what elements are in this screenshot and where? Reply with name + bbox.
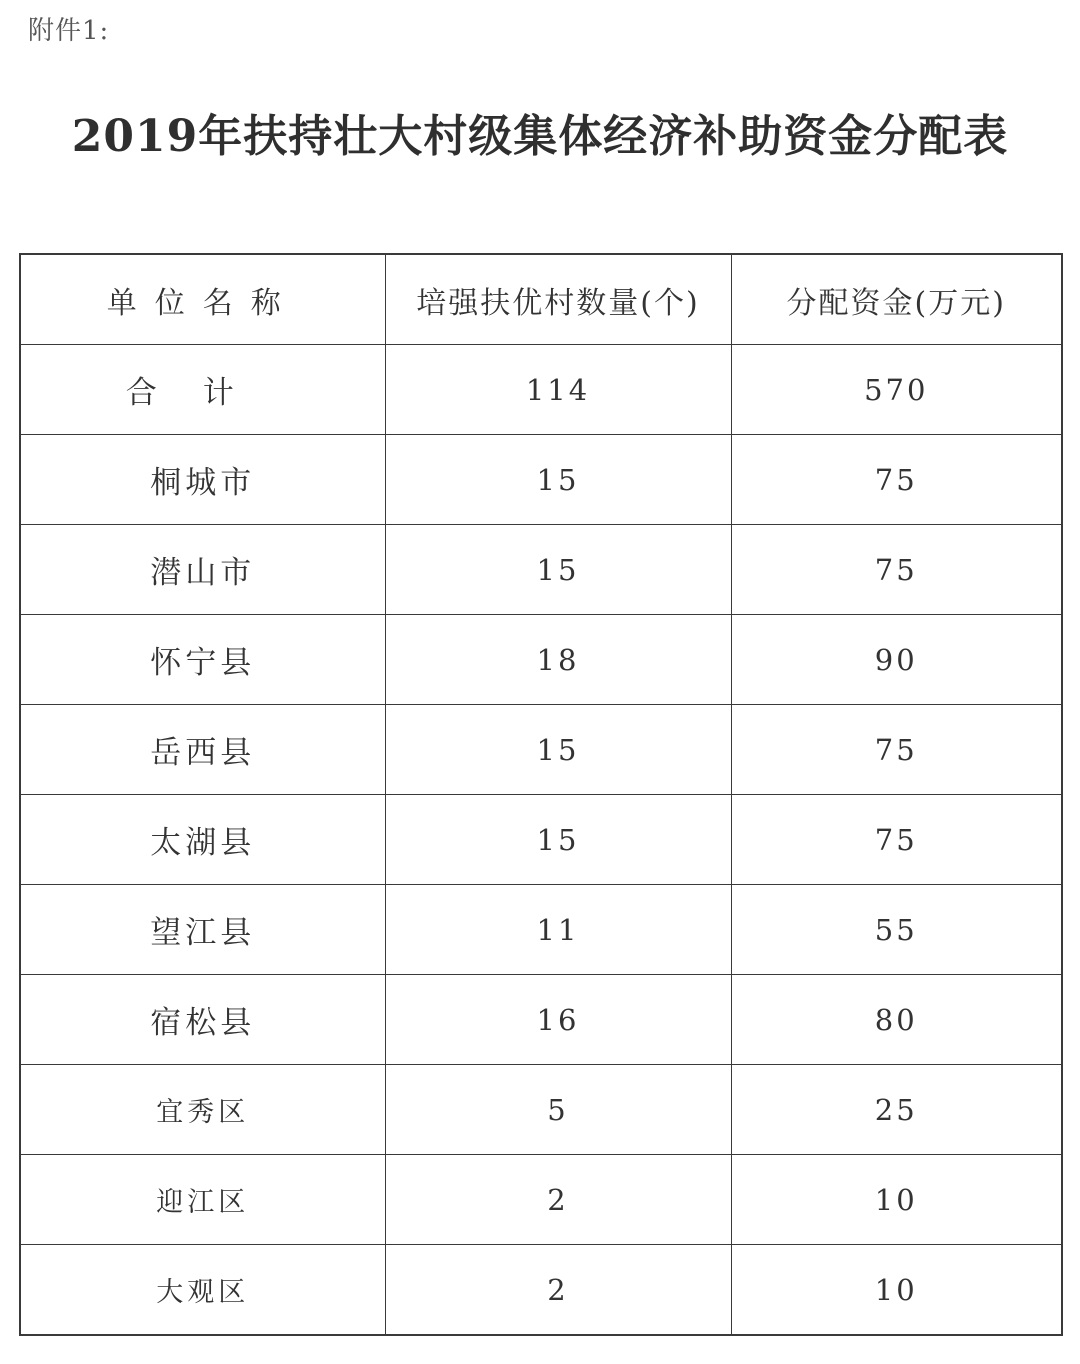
header-unit-name: 单位名称 — [20, 254, 385, 345]
row-funds: 75 — [731, 435, 1062, 525]
row-funds: 10 — [731, 1155, 1062, 1245]
row-funds: 75 — [731, 525, 1062, 615]
row-name: 怀宁县 — [20, 615, 385, 705]
table-row — [20, 1155, 1062, 1245]
table-row — [20, 705, 1062, 795]
table-row — [20, 1065, 1062, 1155]
row-count: 5 — [385, 1065, 731, 1155]
row-count: 114 — [385, 345, 731, 435]
row-funds: 80 — [731, 975, 1062, 1065]
table-row — [20, 795, 1062, 885]
document-title: 2019年扶持壮大村级集体经济补助资金分配表 — [71, 111, 1009, 162]
table-row — [20, 975, 1062, 1065]
table-row — [20, 435, 1062, 525]
row-name: 宿松县 — [20, 975, 385, 1065]
table-header-row — [20, 254, 1062, 345]
table-row-total — [20, 345, 1062, 435]
row-count: 15 — [385, 795, 731, 885]
row-name: 望江县 — [20, 885, 385, 975]
row-funds: 55 — [731, 885, 1062, 975]
table-row — [20, 525, 1062, 615]
row-name: 大观区 — [20, 1245, 385, 1336]
row-count: 15 — [385, 705, 731, 795]
header-allocated-funds: 分配资金(万元) — [731, 254, 1062, 345]
attachment-label: 附件1: — [28, 16, 110, 46]
row-name: 合计 — [20, 345, 385, 435]
row-funds: 10 — [731, 1245, 1062, 1336]
row-count: 16 — [385, 975, 731, 1065]
row-name: 太湖县 — [20, 795, 385, 885]
table-row — [20, 615, 1062, 705]
row-name: 宜秀区 — [20, 1065, 385, 1155]
row-count: 15 — [385, 435, 731, 525]
row-name: 迎江区 — [20, 1155, 385, 1245]
row-count: 18 — [385, 615, 731, 705]
allocation-table — [19, 253, 1063, 1336]
row-funds: 75 — [731, 795, 1062, 885]
row-funds: 570 — [731, 345, 1062, 435]
header-village-count: 培强扶优村数量(个) — [385, 254, 731, 345]
row-count: 15 — [385, 525, 731, 615]
row-name: 桐城市 — [20, 435, 385, 525]
row-name: 潜山市 — [20, 525, 385, 615]
row-funds: 25 — [731, 1065, 1062, 1155]
table-row — [20, 885, 1062, 975]
row-funds: 75 — [731, 705, 1062, 795]
row-funds: 90 — [731, 615, 1062, 705]
table-row — [20, 1245, 1062, 1336]
row-count: 2 — [385, 1155, 731, 1245]
row-name: 岳西县 — [20, 705, 385, 795]
row-count: 2 — [385, 1245, 731, 1336]
row-count: 11 — [385, 885, 731, 975]
